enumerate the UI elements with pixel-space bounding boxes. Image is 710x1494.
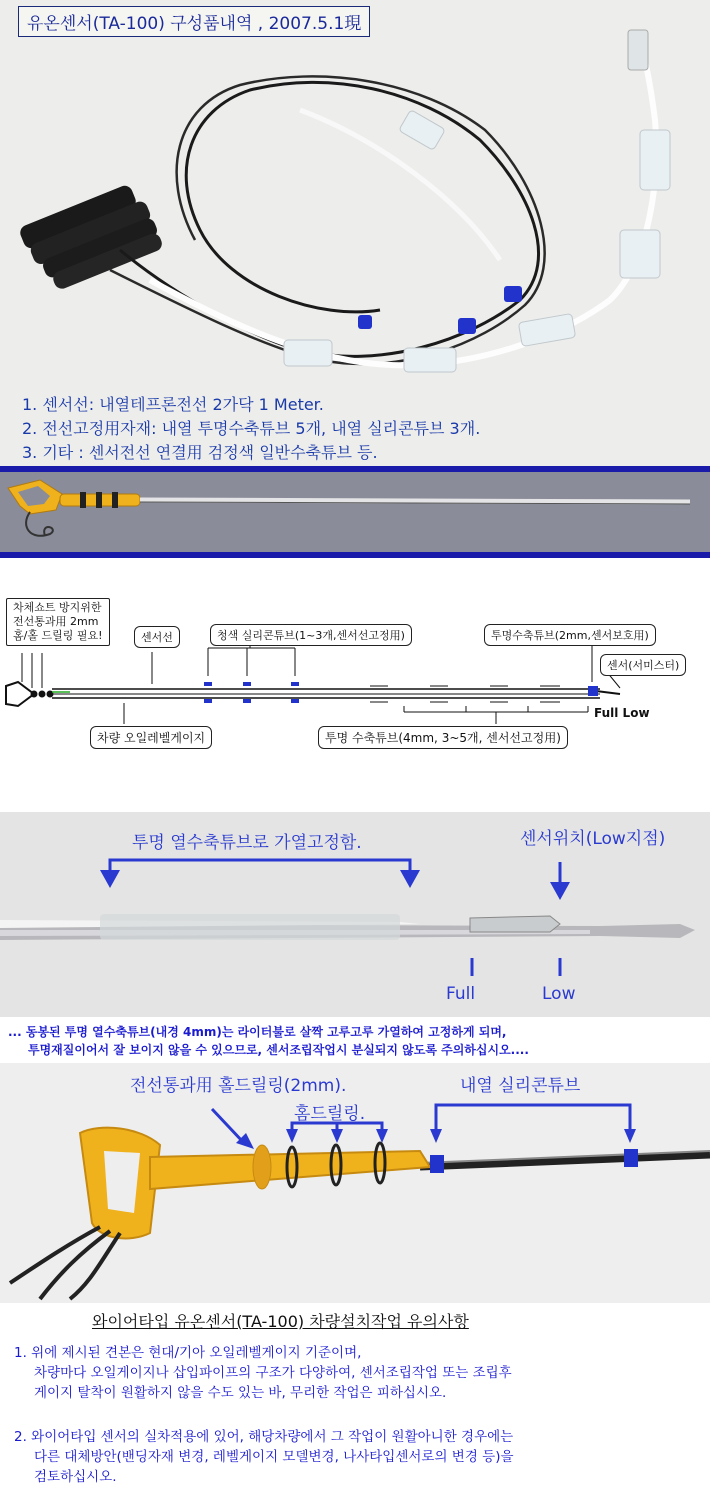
component-item-2: 2. 전선고정用자재: 내열 투명수축튜브 5개, 내열 실리콘튜브 3개. — [22, 419, 481, 438]
black-shrink-tubes — [18, 183, 164, 291]
full-mark-label: Full — [446, 984, 476, 1004]
note-2-line-3: 검토하십시오. — [34, 1469, 117, 1485]
sensor-closeup-photo — [0, 812, 710, 1017]
sensor-wire-label: 센서선 — [134, 626, 180, 648]
dipstick-label: 차량 오일레벨게이지 — [90, 726, 212, 749]
low-mark-label: Low — [542, 984, 576, 1004]
clear-tube-top-label: 투명수축튜브(2mm,센서보호用) — [484, 624, 656, 646]
note-2-line-2: 다른 대체방안(밴딩자재 변경, 레벨게이지 모델변경, 나사타입센서로의 변경 등)을 — [34, 1449, 514, 1465]
handle-closeup-photo — [0, 1063, 710, 1303]
drill-note — [6, 598, 110, 646]
clear-tube-bottom-label: 투명 수축튜브(4mm, 3~5개, 센서선고정用) — [318, 726, 568, 749]
assembly-diagram — [0, 558, 710, 810]
drill-note-line-1: 차체쇼트 방지위한 — [13, 601, 102, 614]
diagram-lines — [0, 558, 710, 810]
thermistor-label: 센서(서미스터) — [600, 654, 686, 676]
notes-title: 와이어타입 유온센서(TA-100) 차량설치작업 유의사항 — [92, 1312, 469, 1331]
silicone-tube-label: 내열 실리콘튜브 — [460, 1076, 581, 1096]
warning-line-1: ... 동봉된 투명 열수축튜브(내경 4mm)는 라이터불로 살짝 고루고루 가열하여 고정하게 되며, — [8, 1025, 507, 1039]
component-item-3: 3. 기타 : 센서전선 연결用 검정색 일반수축튜브 등. — [22, 443, 378, 462]
note-1-line-2: 차량마다 오일게이지나 삽입파이프의 구조가 다양하여, 센서조립작업 또는 조립후 — [34, 1365, 512, 1381]
full-low-label: Full Low — [594, 706, 650, 720]
warning-block — [0, 1017, 710, 1063]
groove-drill-label: 홈드릴링. — [294, 1104, 366, 1124]
drill-note-line-2: 전선통과用 2mm — [13, 615, 99, 628]
installation-notes — [0, 1303, 710, 1494]
heat-shrink-label: 투명 열수축튜브로 가열고정함. — [132, 833, 362, 853]
component-photo — [0, 0, 710, 466]
note-1-line-1: 1. 위에 제시된 견본은 현대/기아 오일레벨게이지 기준이며, — [14, 1345, 362, 1361]
dipstick-photo — [0, 466, 710, 558]
note-2-line-1: 2. 와이어타입 센서의 실차적용에 있어, 해당차량에서 그 작업이 원활아니한 경우에는 — [14, 1429, 514, 1445]
dipstick-illustration — [0, 466, 710, 558]
note-1-line-3: 게이지 탈착이 원활하지 않을 수도 있는 바, 무리한 작업은 피하십시오. — [34, 1385, 447, 1401]
drill-hole-label: 전선통과用 홀드릴링(2mm). — [130, 1076, 347, 1096]
blue-tube-label: 청색 실리콘튜브(1~3개,센서선고정用) — [210, 624, 412, 646]
page-title: 유온센서(TA-100) 구성품내역 , 2007.5.1現 — [18, 6, 370, 37]
drill-note-line-3: 홈/홀 드릴링 필요! — [13, 629, 103, 642]
component-item-1: 1. 센서선: 내열테프론전선 2가닥 1 Meter. — [22, 395, 324, 414]
warning-line-2: 투명재질이어서 잘 보이지 않을 수 있으므로, 센서조립작업시 분실되지 않도록 주의하십시오.... — [28, 1043, 529, 1057]
sensor-position-label: 센서위치(Low지점) — [520, 829, 666, 849]
